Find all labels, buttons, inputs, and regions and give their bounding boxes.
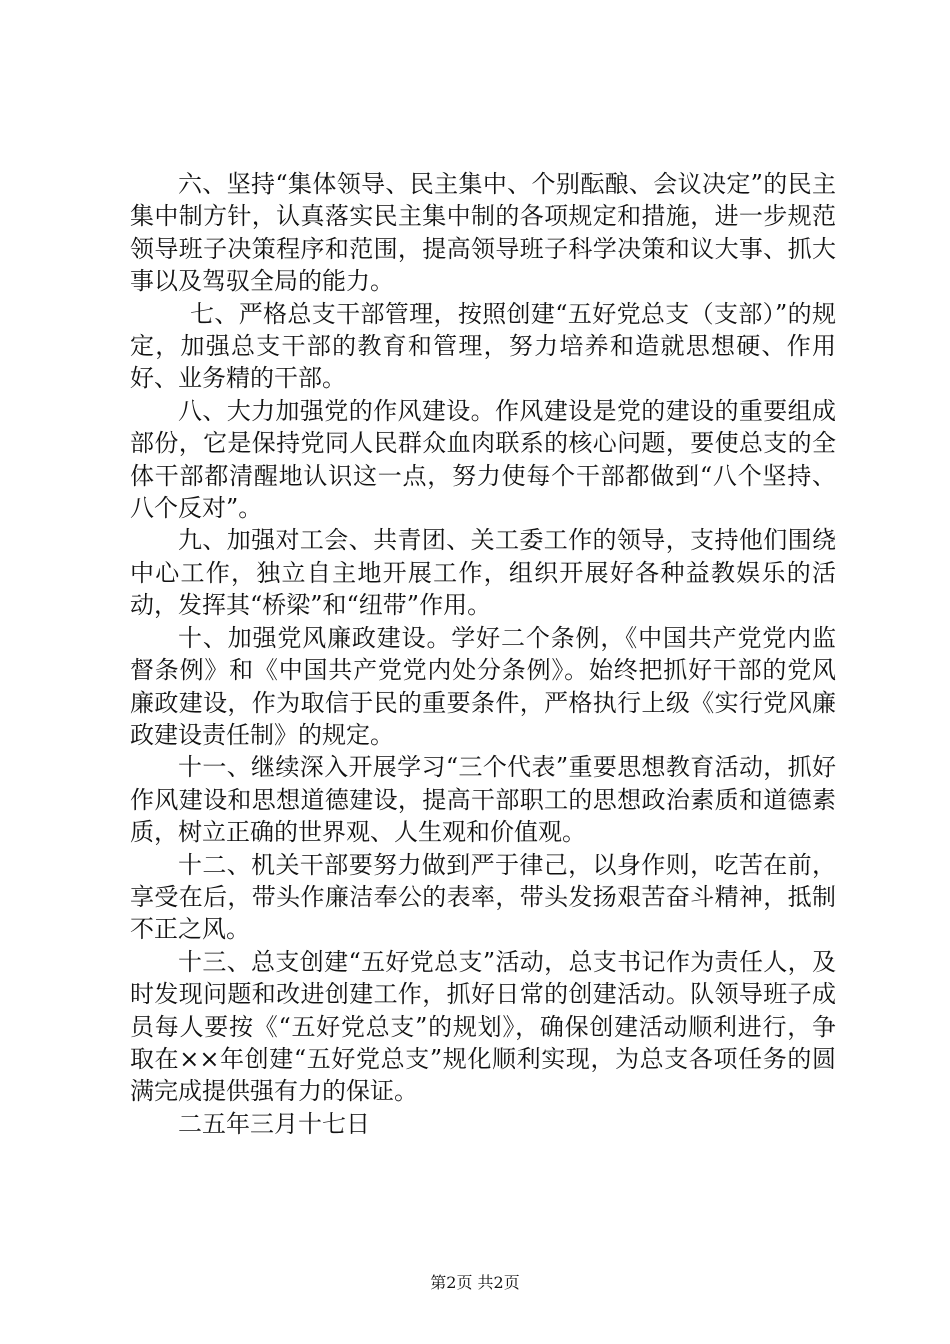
paragraph-seven: 七、严格总支干部管理，按照创建“五好党总支（支部）”的规定，加强总支干部的教育和管理，努力培养和造就思想硬、作用好、业务精的干部。: [130, 299, 836, 393]
paragraph-nine: 九、加强对工会、共青团、关工委工作的领导，支持他们围绕中心工作，独立自主地开展工作，组织开展好各种益教娱乐的活动，发挥其“桥梁”和“纽带”作用。: [130, 526, 836, 620]
document-date: 二五年三月十七日: [178, 1109, 370, 1138]
paragraph-eleven: 十一、继续深入开展学习“三个代表”重要思想教育活动，抓好作风建设和思想道德建设，提高干部职工的思想政治素质和道德素质，树立正确的世界观、人生观和价值观。: [130, 753, 836, 847]
paragraph-ten: 十、加强党风廉政建设。学好二个条例，《中国共产党党内监督条例》和《中国共产党党内处分条例》。始终把抓好干部的党风廉政建设，作为取信于民的重要条件，严格执行上级《实行党风廉政建设责任制》的规定。: [130, 623, 836, 749]
page-number-footer: 第2页 共2页: [430, 1273, 520, 1292]
paragraph-twelve: 十二、机关干部要努力做到严于律己，以身作则，吃苦在前，享受在后，带头作廉洁奉公的表率，带头发扬艰苦奋斗精神，抵制不正之风。: [130, 850, 836, 944]
paragraph-eight: 八、大力加强党的作风建设。作风建设是党的建设的重要组成部份，它是保持党同人民群众血肉联系的核心问题，要使总支的全体干部都清醒地认识这一点，努力使每个干部都做到“八个坚持、八个反对”。: [130, 396, 836, 523]
paragraph-thirteen: 十三、总支创建“五好党总支”活动，总支书记作为责任人，及时发现问题和改进创建工作，抓好日常的创建活动。队领导班子成员每人要按《“五好党总支”的规划》，确保创建活动顺利进行，争取在××年创建“五好党总支”规化顺利实现，为总支各项任务的圆满完成提供强有力的保证。: [130, 947, 836, 1106]
paragraph-six: 六、坚持“集体领导、民主集中、个别酝酿、会议决定”的民主集中制方针，认真落实民主集中制的各项规定和措施，进一步规范领导班子决策程序和范围，提高领导班子科学决策和议大事、抓大事以及驾驭全局的能力。: [130, 170, 836, 296]
document-body: [130, 168, 836, 1140]
